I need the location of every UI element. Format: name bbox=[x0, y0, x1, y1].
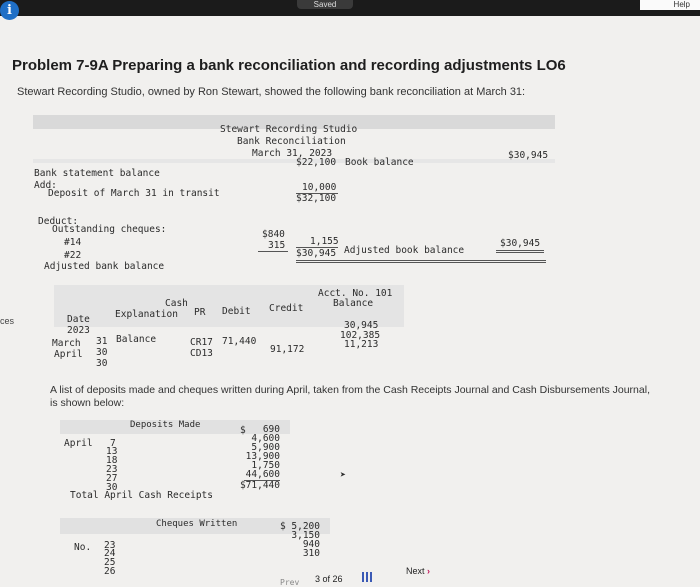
ledger-year: 2023 bbox=[67, 325, 90, 336]
grid-icon[interactable] bbox=[362, 572, 374, 582]
deposit-day-5: 27 bbox=[106, 473, 118, 484]
prev-button[interactable]: Prev bbox=[280, 578, 300, 587]
cheque-no-23: 23 bbox=[104, 540, 116, 551]
cheque-22-label: #22 bbox=[64, 250, 82, 261]
page-total: of 26 bbox=[322, 574, 343, 584]
deposits-total: $71,440 bbox=[239, 480, 280, 491]
next-label: Next bbox=[406, 566, 425, 576]
ledger-account-title: Cash bbox=[165, 298, 188, 309]
cheque-no-24: 24 bbox=[104, 548, 116, 559]
cheques-header: Cheques Written bbox=[156, 519, 238, 529]
company-name: Stewart Recording Studio bbox=[220, 124, 358, 135]
ledger-row-2-pr: CR17 bbox=[190, 337, 213, 348]
ledger-acct-no: Acct. No. 101 bbox=[318, 288, 393, 299]
side-tab-label[interactable]: ces bbox=[0, 316, 15, 326]
book-balance-label: Book balance bbox=[345, 157, 414, 168]
page-title: Problem 7-9A Preparing a bank reconciliation and recording adjustments LO6 bbox=[12, 57, 566, 74]
help-button[interactable]: Help bbox=[640, 0, 700, 10]
deposit-day-3: 18 bbox=[106, 455, 118, 466]
adjusted-bank-value: $30,945 bbox=[296, 248, 337, 259]
ledger-row-3-balance: 11,213 bbox=[344, 339, 379, 350]
double-rule-total bbox=[296, 260, 546, 263]
ledger-row-1-month: March bbox=[52, 338, 81, 349]
ledger-row-1-balance: 30,945 bbox=[344, 320, 379, 331]
shade-strip bbox=[33, 159, 555, 163]
ledger-row-3-day: 30 bbox=[96, 358, 108, 369]
cheque-14-label: #14 bbox=[64, 237, 82, 248]
deposit-amount-4: 13,900 bbox=[245, 451, 280, 462]
deposit-day-6: 30 bbox=[106, 482, 118, 493]
ledger-row-3-credit: 91,172 bbox=[270, 344, 305, 355]
deposit-day-2: 13 bbox=[106, 446, 118, 457]
col-explanation: Explanation bbox=[115, 309, 178, 320]
page-indicator bbox=[315, 574, 343, 584]
book-balance-value: $22,100 bbox=[296, 157, 337, 168]
deposit-value: 10,000 bbox=[302, 182, 337, 193]
deposit-day-4: 23 bbox=[106, 464, 118, 475]
right-adjusted-value: $30,945 bbox=[500, 238, 541, 249]
double-rule-right bbox=[496, 250, 544, 253]
deposit-amount-3: 5,900 bbox=[251, 442, 280, 453]
deposit-amount-1: 690 bbox=[262, 424, 280, 435]
ledger-row-2-balance: 102,385 bbox=[340, 330, 381, 341]
cheques-no-label: No. bbox=[74, 542, 92, 553]
deposit-currency: $ bbox=[240, 425, 246, 436]
deposit-amount-6: 44,600 bbox=[245, 469, 280, 480]
deposits-month: April bbox=[64, 438, 93, 449]
cheque-amount-1: $ 5,200 bbox=[279, 521, 320, 532]
col-pr: PR bbox=[194, 307, 206, 318]
bank-balance-label: Bank statement balance bbox=[34, 168, 160, 179]
page-current: 3 bbox=[315, 574, 321, 584]
deposit-day-1: 7 bbox=[110, 438, 116, 449]
cheque-amount-2: 3,150 bbox=[291, 530, 320, 541]
ledger-row-1-day: 31 bbox=[96, 336, 108, 347]
adjusted-bank-label: Adjusted bank balance bbox=[44, 261, 165, 272]
deposit-amount-2: 4,600 bbox=[251, 433, 280, 444]
cheque-no-25: 25 bbox=[104, 557, 116, 568]
deposit-amount-5: 1,750 bbox=[251, 460, 280, 471]
add-label: Add: bbox=[34, 180, 57, 191]
col-debit: Debit bbox=[222, 306, 251, 317]
saved-indicator: Saved bbox=[297, 0, 353, 9]
report-name: Bank Reconciliation bbox=[237, 136, 346, 147]
instructions-paragraph: A list of deposits made and cheques written during April, taken from the Cash Receipts Journal and Cash Disbursements Journal, is shown below: bbox=[50, 384, 650, 409]
deposits-total-label: Total April Cash Receipts bbox=[70, 490, 213, 501]
cheque-22-value: 315 bbox=[268, 240, 286, 251]
outstanding-label: Outstanding cheques: bbox=[52, 224, 167, 235]
ledger-row-3-pr: CD13 bbox=[190, 348, 213, 359]
cheque-amount-4: 310 bbox=[302, 548, 320, 559]
adjusted-book-label: Adjusted book balance bbox=[344, 245, 465, 256]
col-balance: Balance bbox=[333, 298, 374, 309]
chevron-right-icon: › bbox=[427, 566, 431, 576]
cheque-no-26: 26 bbox=[104, 566, 116, 577]
info-icon[interactable]: i bbox=[0, 1, 19, 20]
ledger-row-2-debit: 71,440 bbox=[222, 336, 257, 347]
next-button[interactable] bbox=[406, 566, 430, 576]
col-credit: Credit bbox=[269, 303, 304, 314]
col-date: Date bbox=[67, 314, 90, 325]
intro-text: Stewart Recording Studio, owned by Ron Stewart, showed the following bank reconciliation at March 31: bbox=[17, 86, 526, 98]
ledger-row-2-day: 30 bbox=[96, 347, 108, 358]
report-date: March 31, 2023 bbox=[252, 148, 333, 159]
cheque-14-value: $840 bbox=[262, 229, 285, 240]
cheque-amount-3: 940 bbox=[302, 539, 320, 550]
deposit-label: Deposit of March 31 in transit bbox=[48, 188, 220, 199]
subtotal-value: $32,100 bbox=[296, 193, 337, 204]
ledger-row-1-expl: Balance bbox=[116, 334, 157, 345]
deposits-header: Deposits Made bbox=[130, 420, 201, 430]
deduct-label: Deduct: bbox=[38, 216, 79, 227]
mouse-cursor-icon: ➤ bbox=[340, 470, 347, 481]
outstanding-total: 1,155 bbox=[310, 236, 339, 247]
right-balance-value: $30,945 bbox=[508, 150, 549, 161]
ledger-row-2-month: April bbox=[54, 349, 83, 360]
cheques-rule bbox=[258, 251, 288, 252]
